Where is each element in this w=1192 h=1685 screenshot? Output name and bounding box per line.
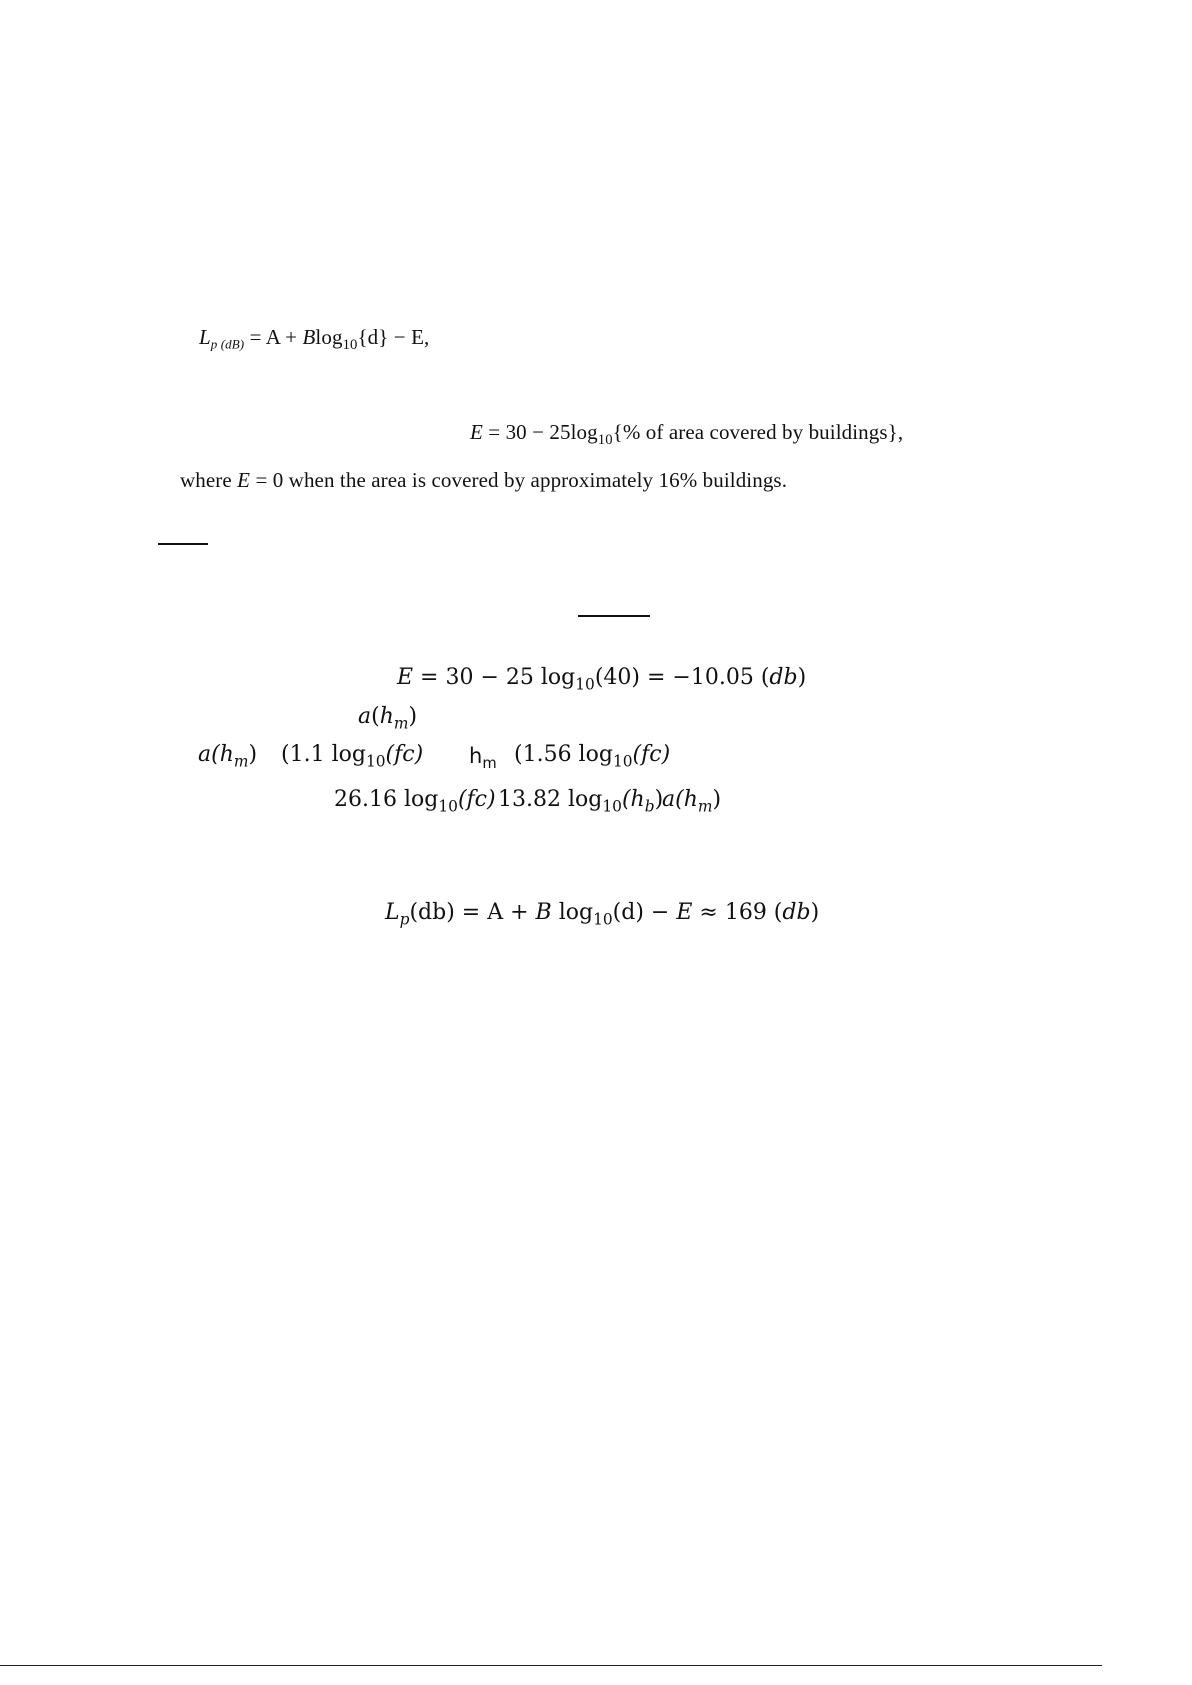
ahm-formula-term2: (1.56 $\log_{10}(fc)$: [514, 742, 671, 771]
underline-heading: [158, 543, 208, 545]
a-formula-term3: $a(h_m)$: [662, 787, 722, 816]
page-footer-rule: [0, 1665, 1102, 1666]
equation-e-calculation: E = 30 − 25 $\log_{10}(40) = -10.05$ (db): [397, 665, 807, 694]
a-formula-term1: 26.16 $\log_{10}(fc)$: [334, 787, 496, 816]
ahm-formula-hm: $h_m$: [469, 744, 497, 773]
note-text: where E = 0 when the area is covered by approximately 16% buildings.: [180, 468, 788, 492]
equation-e-source: $E = 30 - 25\log_{10}\{\%$ of area covered by buildings},: [470, 420, 904, 449]
ahm-formula-term1: (1.1 $\log_{10}(fc)$: [281, 742, 424, 771]
equation-path-loss-source: $L_{p (dB)} = A + Blog_{10}\{d\} - E$,: [199, 325, 430, 354]
ahm-formula-a: $a(h_m)$: [198, 742, 258, 771]
ahm-label: $a(h_m)$: [358, 704, 418, 733]
underline-word: [578, 615, 650, 617]
equation-path-loss-result: $L_p(db) = A + B$ $\log_{10}(d) - E \approx 169$ (db): [385, 900, 820, 929]
a-formula-term2: 13.82 $\log_{10}(h_b)$: [498, 787, 664, 816]
